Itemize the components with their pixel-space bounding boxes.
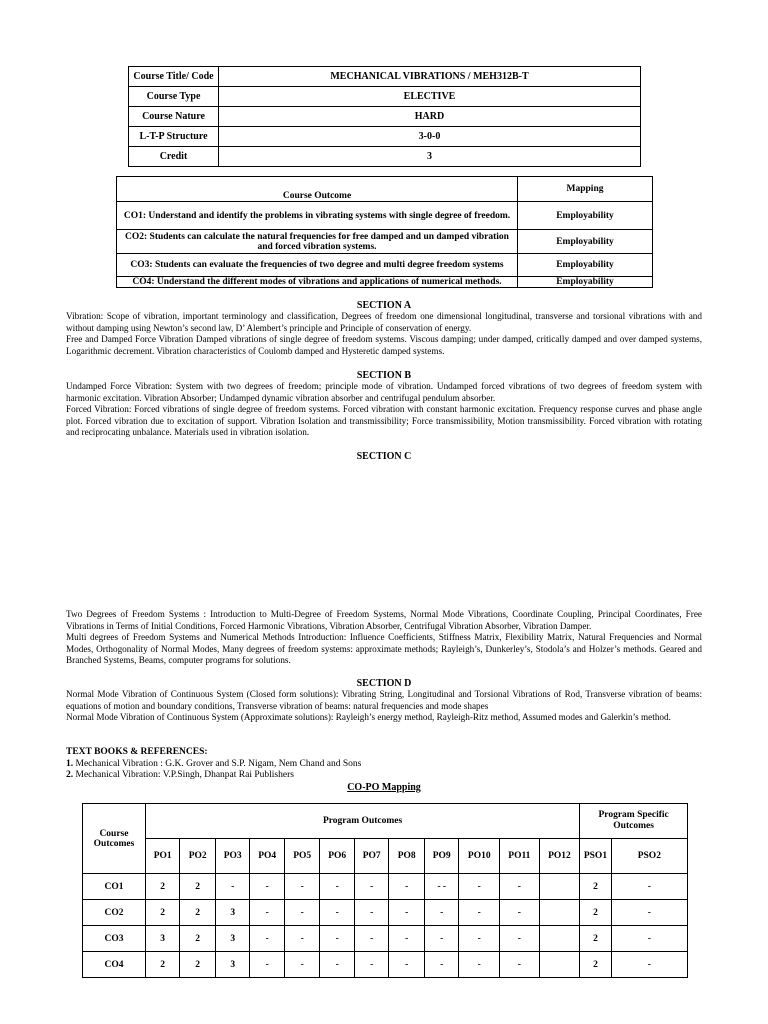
table-row [129, 67, 641, 87]
ltp-label: L-T-P Structure [129, 127, 219, 147]
table-cell: 2 [145, 952, 180, 978]
column-header: PSO1 [580, 839, 611, 874]
reference-number: 1. [66, 758, 74, 769]
table-cell: - [500, 874, 540, 900]
section-c-title: SECTION C [356, 451, 412, 462]
table-row [83, 926, 688, 952]
course-nature-value: HARD [219, 107, 641, 127]
co1-mapping: Employability [518, 202, 653, 230]
table-cell: - [354, 900, 389, 926]
table-cell: - [459, 874, 500, 900]
table-cell: - [284, 952, 320, 978]
row-header: CO2 [83, 900, 146, 926]
course-title-label: Course Title/ Code [129, 67, 219, 87]
co3-text: CO3: Students can evaluate the frequencies of two degree and multi degree freedom systems [117, 254, 518, 277]
table-cell: 2 [580, 874, 611, 900]
table-cell: - [250, 874, 285, 900]
section-c-paragraph-1: Two Degrees of Freedom Systems : Introduction to Multi-Degree of Freedom Systems, Normal Mode Vibrations, Coordinate Coupling, Principal Coordinates, Free Vibrations in Terms of Initial Conditions, Forced Harmonic Vibrations, Vibration Absorber, Centrifugal Vibration Absorber, Vibration Damper. [66, 609, 702, 631]
table-cell: - - [424, 874, 459, 900]
table-row [129, 107, 641, 127]
section-d-title: SECTION D [356, 678, 412, 689]
table-row [83, 874, 688, 900]
section-b-lead-1: Undamped Force Vibration [66, 381, 170, 391]
section-b-body [66, 381, 702, 439]
table-cell: - [215, 874, 250, 900]
credit-label: Credit [129, 147, 219, 167]
table-cell: - [611, 926, 687, 952]
table-cell: 2 [145, 874, 180, 900]
copo-mapping-table [82, 803, 688, 978]
table-cell: - [459, 900, 500, 926]
section-d-body [66, 689, 702, 724]
table-header-row [117, 177, 653, 202]
column-header: PO5 [284, 839, 320, 874]
table-cell: - [389, 952, 425, 978]
column-header: PO4 [250, 839, 285, 874]
table-cell: - [424, 926, 459, 952]
table-cell: - [354, 952, 389, 978]
table-cell: - [354, 926, 389, 952]
table-cell: - [611, 874, 687, 900]
table-cell: - [500, 926, 540, 952]
mapping-header: Mapping [518, 177, 653, 202]
section-a-paragraph-1: Vibration: Scope of vibration, important terminology and classification, Degrees of freedom one dimensional longitudinal, transverse and torsional vibrations with and without damping using Newton’s second law, D’ Alembert’s principle and Principle of conservation of energy. [66, 311, 702, 333]
course-title-value: MECHANICAL VIBRATIONS / MEH312B-T [219, 67, 641, 87]
table-row [129, 147, 641, 167]
column-header: PO3 [215, 839, 250, 874]
ltp-value: 3-0-0 [219, 127, 641, 147]
column-header: PSO2 [611, 839, 687, 874]
table-cell: - [389, 926, 425, 952]
table-cell: - [320, 952, 355, 978]
column-header: PO11 [500, 839, 540, 874]
table-cell: - [354, 874, 389, 900]
table-cell: 2 [580, 900, 611, 926]
table-cell: - [250, 926, 285, 952]
section-b-paragraph-2 [66, 404, 702, 439]
row-header: CO1 [83, 874, 146, 900]
table-cell: - [611, 900, 687, 926]
table-cell: - [389, 900, 425, 926]
table-row [129, 87, 641, 107]
table-row [83, 900, 688, 926]
table-cell: 2 [180, 874, 216, 900]
table-row [117, 254, 653, 277]
co4-text: CO4: Understand the different modes of vibrations and applications of numerical methods. [117, 277, 518, 288]
column-header: PO1 [145, 839, 180, 874]
table-cell: - [320, 874, 355, 900]
co1-text: CO1: Understand and identify the problems in vibrating systems with single degree of freedom. [117, 202, 518, 230]
table-cell [539, 874, 580, 900]
table-cell: - [459, 952, 500, 978]
table-cell: - [320, 926, 355, 952]
co3-mapping: Employability [518, 254, 653, 277]
table-cell: 3 [215, 952, 250, 978]
section-a-title: SECTION A [356, 300, 412, 311]
reference-text: Mechanical Vibration: V.P.Singh, Dhanpat Rai Publishers [73, 770, 294, 781]
column-header: PO12 [539, 839, 580, 874]
table-cell: 2 [180, 900, 216, 926]
table-cell: - [500, 952, 540, 978]
row-header: CO4 [83, 952, 146, 978]
reference-item [66, 759, 361, 771]
table-cell: 3 [215, 926, 250, 952]
course-type-label: Course Type [129, 87, 219, 107]
course-outcomes-header: Course Outcomes [83, 804, 146, 874]
table-cell [539, 926, 580, 952]
co2-text: CO2: Students can calculate the natural frequencies for free damped and un damped vibration and forced vibration systems. [117, 230, 518, 254]
section-d-paragraph-2: Normal Mode Vibration of Continuous System (Approximate solutions): Rayleigh’s energy method, Rayleigh-Ritz method, Assumed modes and Galerkin’s method. [66, 712, 671, 723]
table-cell: 3 [215, 900, 250, 926]
table-cell: - [424, 900, 459, 926]
table-cell: - [284, 926, 320, 952]
column-header: PO10 [459, 839, 500, 874]
table-cell: 2 [580, 926, 611, 952]
reference-text: Mechanical Vibration : G.K. Grover and S.P. Nigam, Nem Chand and Sons [73, 758, 362, 769]
reference-number: 2. [66, 770, 74, 781]
table-row [117, 230, 653, 254]
program-outcomes-header: Program Outcomes [145, 804, 579, 839]
table-row [117, 277, 653, 288]
column-header: PO7 [354, 839, 389, 874]
table-cell: 2 [180, 952, 216, 978]
table-header-row [83, 804, 688, 839]
table-cell: 2 [145, 900, 180, 926]
table-cell: 2 [580, 952, 611, 978]
co2-mapping: Employability [518, 230, 653, 254]
section-a-body [66, 311, 702, 357]
section-b-text-2: : Forced vibrations of single degree of freedom systems. Forced vibration with constant harmonic excitation. Frequency response curves and phase angle plot. Forced vibration due to excitation of support. Vibration Isolation and transmissibility; Force transmissibility, Motion transmissibility. Forced vibration with rotating and reciprocating unbalance. Materials used in vibration isolation. [66, 404, 702, 438]
column-header: PO2 [180, 839, 216, 874]
column-header: PO6 [320, 839, 355, 874]
course-info-table [128, 66, 641, 167]
section-c-body [66, 609, 702, 667]
table-cell: - [320, 900, 355, 926]
section-c-paragraph-2: Multi degrees of Freedom Systems and Numerical Methods Introduction: Influence Coefficients, Stiffness Matrix, Flexibility Matrix, Natural Frequencies and Normal Modes, Orthogonality of Normal Modes, Many degrees of freedom systems: approximate methods; Rayleigh’s, Dunkerley’s, Stodola’s and Holzer’s methods. Geared and Branched Systems, Beams, computer programs for solutions. [66, 632, 702, 666]
table-cell: - [284, 874, 320, 900]
co4-mapping: Employability [518, 277, 653, 288]
row-header: CO3 [83, 926, 146, 952]
course-nature-label: Course Nature [129, 107, 219, 127]
reference-item [66, 770, 361, 782]
section-a-paragraph-2: Free and Damped Force Vibration Damped vibrations of single degree of freedom systems. Viscous damping; under damped, critically damped and over damped systems, Logarithmic decrement. Vibration characteristics of Coulomb damped and Hysteretic damped systems. [66, 334, 702, 356]
table-cell: - [424, 952, 459, 978]
table-cell [539, 952, 580, 978]
references-heading: TEXT BOOKS & REFERENCES: [66, 747, 208, 757]
column-header-row [83, 839, 688, 874]
copo-title: CO-PO Mapping [347, 782, 421, 793]
section-b-title: SECTION B [356, 370, 412, 381]
table-cell: - [250, 900, 285, 926]
section-d-paragraph-1: Normal Mode Vibration of Continuous System (Closed form solutions): Vibrating String, Longitudinal and Torsional Vibrations of Rod, Transverse vibration of beams: equations of motion and boundary conditions, Transverse vibration of beams: natural frequencies and mode shapes [66, 689, 702, 711]
course-outcome-header: Course Outcome [117, 177, 518, 202]
section-b-lead-2: Forced Vibration [66, 404, 129, 415]
column-header: PO9 [424, 839, 459, 874]
table-cell [539, 900, 580, 926]
table-row [129, 127, 641, 147]
table-cell: - [250, 952, 285, 978]
table-row [83, 952, 688, 978]
pso-header: Program Specific Outcomes [580, 804, 688, 839]
course-type-value: ELECTIVE [219, 87, 641, 107]
table-cell: 2 [180, 926, 216, 952]
section-b-text-1: : System with two degrees of freedom; principle mode of vibration. Undamped forced vibrations of two degrees of freedom system with harmonic excitation. Vibration Absorber; Undamped dynamic vibration absorber and centrifugal pendulum absorber. [66, 381, 702, 403]
table-cell: - [500, 900, 540, 926]
course-outcome-table [116, 176, 653, 288]
section-b-paragraph-1 [66, 381, 702, 404]
references [66, 747, 361, 782]
table-cell: - [459, 926, 500, 952]
table-cell: - [611, 952, 687, 978]
credit-value: 3 [219, 147, 641, 167]
table-cell: - [284, 900, 320, 926]
column-header: PO8 [389, 839, 425, 874]
table-cell: - [389, 874, 425, 900]
table-row [117, 202, 653, 230]
table-cell: 3 [145, 926, 180, 952]
